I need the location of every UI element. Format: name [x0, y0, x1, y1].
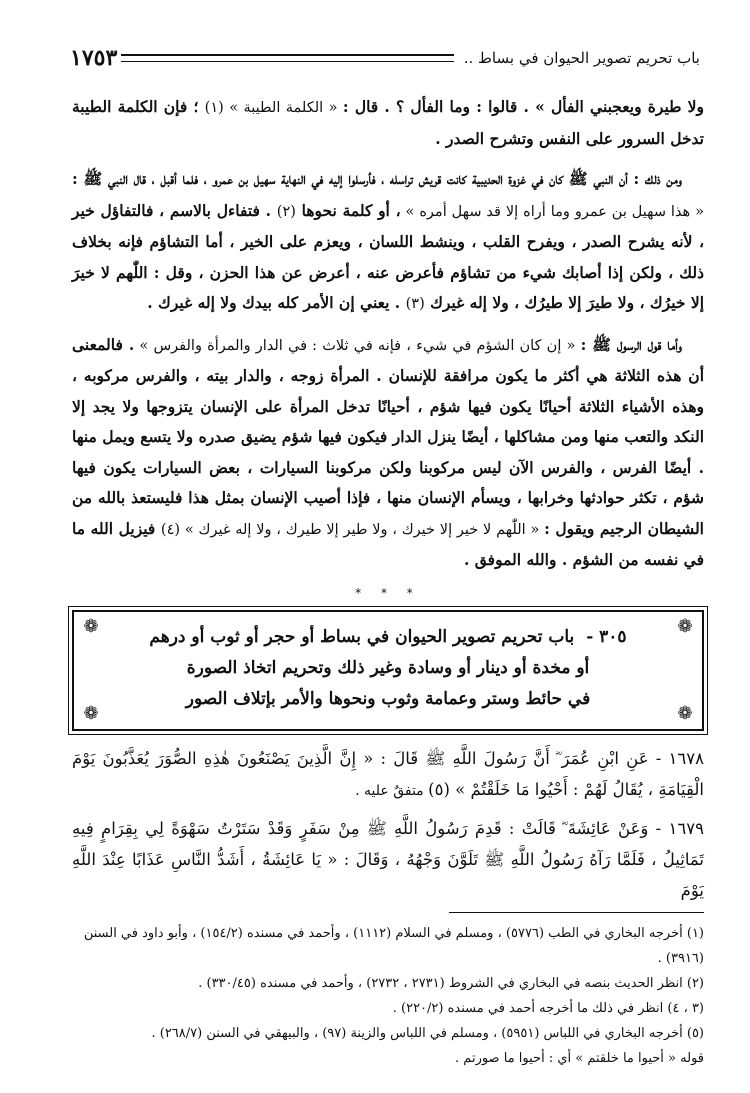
- ornament-corner-icon: ❁: [677, 615, 693, 637]
- running-title: باب تحريم تصوير الحيوان في بساط ..: [463, 49, 700, 67]
- ornament-corner-icon: ❁: [83, 702, 99, 724]
- footnote: (٥) أخرجه البخاري في اللباس (٥٩٥١) ، ومسلم في اللباس والزينة (٩٧) ، والبيهقي في السنن (٢٦٨/٧) .: [151, 1026, 704, 1041]
- paragraph: [72, 330, 704, 576]
- footnote: (١) أخرجه البخاري في الطب (٥٧٧٦) ، ومسلم في السلام (١١١٢) ، وأحمد في مسنده (١٥٤/٢) ، وأبو داود في السنن (٣٩١٦) .: [83, 926, 704, 966]
- footnote: قوله « أحيوا ما خلقتم » أي : أحيوا ما صورتم .: [455, 1051, 704, 1066]
- footnotes: [72, 912, 704, 1071]
- page-body: [72, 92, 704, 912]
- body-text: ؛ فإن الكلمة الطيبة تدخل السرور على النفس وتشرح الصدر .: [72, 97, 704, 148]
- paragraph: [72, 92, 704, 154]
- body-text: ، أو كلمة نحوها: [295, 200, 401, 220]
- body-text: ومن ذلك : أن النبي ﷺ كان في غزوة الحديبية كانت قريش تراسله ، فأرسلوا إليه في النهاية سهيل بن عمرو ، فلما أقبل ، قال النبي ﷺ :: [72, 169, 682, 188]
- hadith-section: [72, 743, 704, 906]
- chapter-heading-box: [72, 610, 704, 731]
- footnote: (٢) انظر الحديث بنصه في البخاري في الشروط (٢٧٣١ ، ٢٧٣٢) ، وأحمد في مسنده (٣٣٠/٤٥) .: [198, 976, 704, 991]
- quotation-text: (١): [204, 100, 224, 116]
- quotation-text: « إن كان الشؤم في شيء ، فإنه في ثلاث : في الدار والمرأة والفرس »: [134, 337, 581, 354]
- chapter-title-line: [114, 622, 662, 653]
- quotation-text: « اللّٰهم لا خير إلا خيرك ، ولا طير إلا طيرك ، ولا إله غيرك »: [180, 521, 545, 538]
- quotation-text: (٣): [405, 296, 425, 312]
- quotation-text: (٤): [160, 521, 181, 538]
- commentary-section: [72, 92, 704, 576]
- body-text: ولا طيرة ويعجبني الفأل » . قالوا : وما الفأل ؟ . قال :: [342, 97, 704, 116]
- chapter-title-text: باب تحريم تصوير الحيوان في بساط أو حجر أو ثوب أو درهم: [149, 626, 575, 647]
- quotation-text: « هذا سهيل بن عمرو وما أراه إلا قد سهل أمره »: [400, 203, 705, 220]
- footnote: (٣ ، ٤) انظر في ذلك ما أخرجه أحمد في مسنده (٢٢٠/٢) .: [392, 1001, 704, 1016]
- body-text: وأما قول الرسول ﷺ :: [580, 334, 682, 354]
- footnote-list: [72, 921, 704, 1071]
- body-text: . يعني إن الأمر كله بيدك ولا إله غيرك .: [147, 293, 406, 312]
- chapter-title-line: في حائط وستر وعمامة وثوب ونحوها والأمر بإتلاف الصور: [185, 688, 591, 709]
- section-separator: * * *: [355, 585, 421, 600]
- header-rule: [121, 54, 453, 62]
- chapter-number: ٣٠٥ -: [586, 626, 627, 647]
- body-text: . فالمعنى أن هذه الثلاثة هي أكثر ما يكون مرافقة للإنسان . المرأة زوجه ، والدار بيته ، والفرس مركوبه ، وهذه الأشياء الثلاثة أحيانًا يكون فيها شؤم ، أحيانًا تدخل المرأة على الإنسان يتزوجها ولا يجد إلا النكد والتعب منها ومن مشاكلها ، أيضًا ينزل الدار فيكون فيها شؤم يضيق صدره ولا يتسع ويمل منها . أيضًا الفرس ، والفرس الآن ليس مركوبنا ولكن مركوبنا السيارات ، بعض السيارات يكون فيها شؤم ، تكثر حوادثها وخرابها ، ويسأم الإنسان منها ، فإذا أصيب الإنسان بمثل هذا فليستعذ بالله من الشيطان الرجيم ويقول :: [72, 334, 704, 538]
- footnote-divider: [449, 912, 704, 913]
- quotation-text: (٢): [276, 203, 296, 220]
- hadith-segment: ١٦٧٨ - عَنِ ابْنِ عُمَرَ ؓ أَنَّ رَسُولَ اللَّهِ ﷺ قَالَ : « إِنَّ الَّذِينَ يَصْنَعُونَ هٰذِهِ الصُّوَرَ يُعَذَّبُونَ يَوْمَ الْقِيَامَةِ ، يُقَالُ لَهُمْ : أَحْيُوا مَا خَلَقْتُمْ »: [72, 748, 704, 799]
- chapter-title-line: أو مخدة أو دينار أو وسادة وغير ذلك وتحريم اتخاذ الصورة: [186, 657, 590, 678]
- hadith-segment: متفقٌ عليه .: [355, 782, 429, 799]
- body-text: فيزيل الله ما في نفسه من الشؤم . والله الموفق .: [72, 518, 704, 569]
- ornament-corner-icon: ❁: [83, 615, 99, 637]
- hadith-text: [72, 743, 704, 807]
- hadith-segment: ١٦٧٩ - وَعَنْ عَائِشَةَ ؓ قَالَتْ : قَدِمَ رَسُولُ اللَّهِ ﷺ مِنْ سَفَرٍ وَقَدْ سَتَرْتُ سَهْوَةً لِي بِقِرَامٍ فِيهِ تَمَاثِيلُ ، فَلَمَّا رَآهُ رَسُولُ اللَّهِ ﷺ تَلَوَّنَ وَجْهُهُ ، وَقَالَ : « يَا عَائِشَةُ ، أَشَدُّ النَّاسِ عَذَابًا عِنْدَ اللَّهِ يَوْمَ: [72, 818, 704, 900]
- page-number: ١٧٥٣: [70, 45, 118, 71]
- page-header: [70, 40, 700, 76]
- body-text: . فتفاءل بالاسم ، فالتفاؤل خير ، لأنه يشرح الصدر ، ويفرح القلب ، وينشط اللسان ، ويعزم على الخير ، أما التشاؤم فإنه بخلاف ذلك ، ولكن إذا أصابك شيء من تشاؤم فأعرض عنه ، أعرض عن هذا الحزن ، وقل : اللّٰهم لا خيرَ إلا خيرُك ، ولا طيرَ إلا طيرُك ، ولا إله غيرك: [72, 200, 704, 312]
- hadith-segment: (٥): [428, 779, 450, 799]
- ornament-corner-icon: ❁: [677, 702, 693, 724]
- hadith-text: [72, 813, 704, 906]
- quotation-text: « الكلمة الطيبة »: [223, 100, 343, 116]
- paragraph: [72, 164, 704, 320]
